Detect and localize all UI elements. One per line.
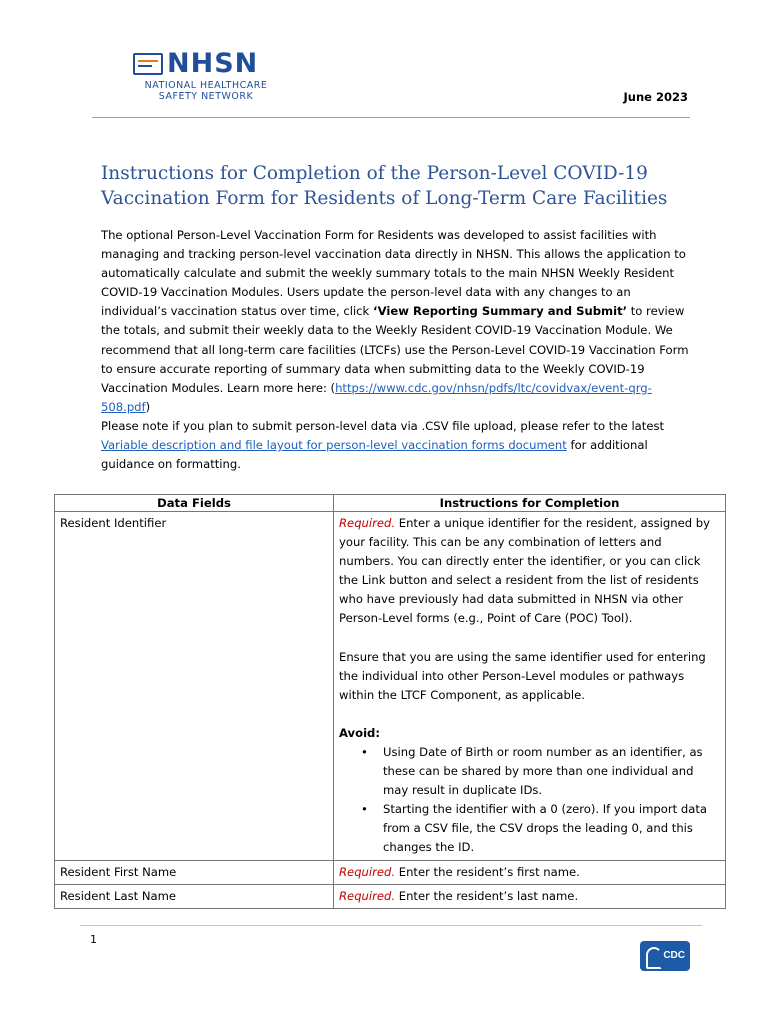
avoid-label: Avoid: — [339, 725, 380, 740]
intro-paragraph: The optional Person-Level Vaccination Form for Residents was developed to assist facilities with managing and tracking person-level vaccination data directly in NHSN. This allows the application to automatically calculate and submit the weekly summary totals to the main NHSN Weekly Resident COVID-19 Vaccination Modules. Users update the person-level data with any changes to an individual’s vaccination status over time, click ‘View Reporting Summary and Submit’ to review the totals, and submit their weekly data to the Weekly Resident COVID-19 Vaccination Module. We recommend that all long-term care facilities (LTCFs) use the Person-Level COVID-19 Vaccination Form to ensure accurate reporting of summary data when submitting data to the Weekly COVID-19 Vaccination Modules. Learn more here: (https://www.cdc.gov/nhsn/pdfs/ltc/covidvax/event-qrg-508.pdf) — [101, 228, 689, 414]
cdc-logo — [640, 941, 690, 971]
table-row — [55, 512, 726, 861]
avoid-list — [339, 743, 720, 858]
hhs-eagle-icon — [646, 947, 662, 969]
logo-wordmark: NHSN — [167, 48, 259, 79]
field-instructions: Required. Enter a unique identifier for the resident, assigned by your facility. This can be any combination of letters and numbers. You can directly enter the identifier, or you can click the Link button and select a resident from the list of residents who have previously had data submitted in NHSN via other Person-Level forms (e.g., Point of Care (POC) Tool). Ensure that you are using the same identifier used for entering the individual into other Person-Level modules or pathways within the LTCF Component, as applicable. Avoid: • Using Date of Birth or room number as an identifier, as these can be shared by more than one individual and may result in duplicate IDs. • Starting the identifier with a 0 (zero). If you import data from a CSV file, the CSV drops the leading 0, and this changes the ID. — [334, 512, 726, 861]
title-line-1: Instructions for Completion of the Person-Level COVID-19 — [101, 163, 648, 184]
monitor-icon — [133, 53, 163, 75]
field-name: Resident Identifier — [55, 512, 334, 861]
title-line-2: Vaccination Form for Residents of Long-Term Care Facilities — [101, 188, 668, 209]
required-label: Required. — [339, 516, 396, 530]
field-name: Resident First Name — [55, 860, 334, 884]
document-date: June 2023 — [623, 90, 688, 104]
cdc-logo-text: CDC — [663, 950, 685, 961]
field-instructions: Required. Enter the resident’s first name. — [334, 860, 726, 884]
table-header-row — [55, 495, 726, 512]
nhsn-logo — [131, 50, 281, 106]
data-fields-table — [54, 494, 726, 909]
intro-bold-action: ‘View Reporting Summary and Submit’ — [372, 304, 628, 319]
field-name: Resident Last Name — [55, 884, 334, 908]
table-row — [55, 884, 726, 908]
header-divider — [92, 117, 690, 118]
field-instructions: Required. Enter the resident’s last name. — [334, 884, 726, 908]
learn-more-link[interactable]: https://www.cdc.gov/nhsn/pdfs/ltc/covidvax/event-qrg-508.pdf — [101, 380, 652, 414]
header-data-fields: Data Fields — [55, 495, 334, 512]
header-instructions: Instructions for Completion — [334, 495, 726, 512]
variable-description-link[interactable]: Variable description and file layout for person-level vaccination forms document — [101, 438, 567, 453]
required-label: Required. — [339, 888, 396, 903]
table-row — [55, 860, 726, 884]
list-item: • Starting the identifier with a 0 (zero). If you import data from a CSV file, the CSV drops the leading 0, and this changes the ID. — [383, 800, 720, 857]
csv-note-paragraph: Please note if you plan to submit person-level data via .CSV file upload, please refer to the latest Variable description and file layout for person-level vaccination forms document for additional guidance on formatting. — [101, 419, 665, 472]
list-item: • Using Date of Birth or room number as an identifier, as these can be shared by more than one individual and may result in duplicate IDs. — [383, 743, 720, 800]
page-title — [101, 161, 701, 211]
page-number: 1 — [90, 933, 97, 946]
required-label: Required. — [339, 864, 396, 879]
logo-subtitle: NATIONAL HEALTHCARE SAFETY NETWORK — [144, 80, 268, 102]
footer-divider — [80, 925, 702, 926]
